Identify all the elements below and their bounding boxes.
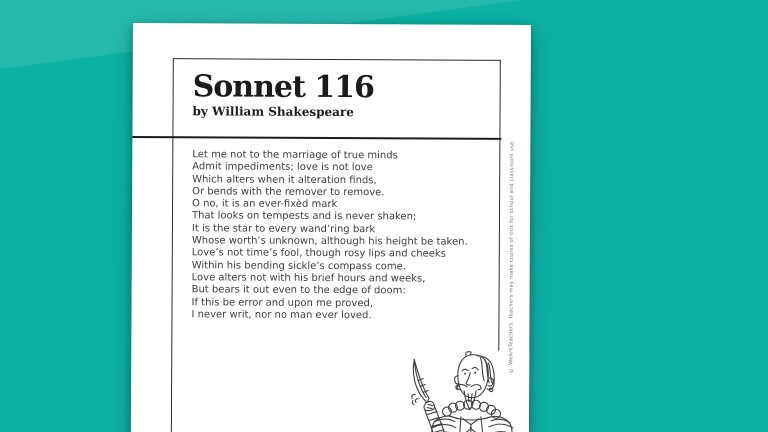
copyright-vertical-text: © WeAreTeachers. Teachers may make copies of this for school and classroom use.: [508, 139, 516, 373]
poem-line: Love alters not with his brief hours and weeks,: [191, 272, 426, 285]
poem-line: I never writ, nor no man ever loved.: [191, 309, 372, 322]
poem-line: Which alters when it alteration finds,: [192, 173, 377, 186]
printable-sheet: [131, 23, 531, 432]
poem-line: It is the star to every wand’ring bark: [191, 223, 376, 236]
poem-body: [191, 149, 492, 323]
poem-line: If this be error and upon me proved,: [191, 296, 374, 309]
poem-line: O no, it is an ever-fixèd mark: [192, 198, 338, 211]
poem-line: Or bends with the remover to remove.: [192, 186, 385, 199]
author-byline: by William Shakespeare: [192, 104, 354, 120]
poem-line: Whose worth’s unknown, although his height be taken.: [191, 235, 468, 248]
poem-line: Within his bending sickle’s compass come.: [191, 259, 406, 273]
poem-line: Admit impediments; love is not love: [192, 161, 373, 174]
poem-line: That looks on tempests and is never shaken;: [191, 210, 417, 223]
page-title: Sonnet 116: [192, 69, 375, 106]
document-header: [192, 69, 375, 120]
poem-line: Let me not to the marriage of true minds: [192, 149, 398, 162]
poem-line: But bears it out even to the edge of doom:: [191, 284, 406, 297]
poem-line: Love’s not time’s fool, though rosy lips and cheeks: [191, 247, 446, 260]
